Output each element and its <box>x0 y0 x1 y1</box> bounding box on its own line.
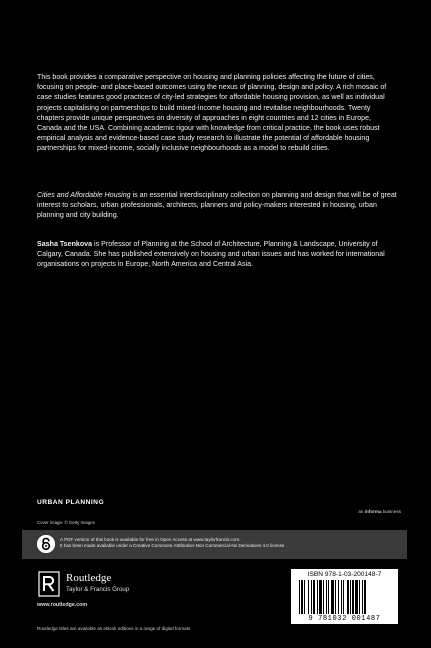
barcode-bar <box>317 580 318 614</box>
open-access-lock-icon <box>37 535 55 553</box>
barcode-bar <box>313 580 315 614</box>
oa-line-2: It has been made available under a Creative Commons Attribution-Non Commercial-No Derivatives 4.0 license <box>60 543 285 549</box>
publisher-name: Routledge <box>66 572 112 584</box>
barcode-bar <box>347 580 349 614</box>
barcode-bar <box>341 580 342 614</box>
barcode-bar <box>323 580 324 614</box>
barcode-bar <box>364 580 366 614</box>
description-text-2: is an essential interdisciplinary collection on planning and design that will be of great interest to scholars, urban professionals, architects, planners and policy-makers interested in housing, urban planning and city building. <box>37 191 397 220</box>
description-paragraph-2 <box>37 190 397 221</box>
barcode-bar <box>362 580 363 614</box>
barcode-bar <box>304 580 305 614</box>
author-bio-text: is Professor of Planning at the School of Architecture, Planning & Landscape, University of Calgary, Canada. She has published extensively on housing and urban issues and has worked for international organisations on projects in Europe, North America and Central Asia. <box>37 240 385 269</box>
barcode-bar <box>299 580 300 614</box>
barcode-bar <box>352 580 354 614</box>
isbn-number: ISBN 978-1-03-200148-7 <box>307 571 382 578</box>
publisher-website[interactable]: www.routledge.com <box>37 602 88 608</box>
isbn-barcode <box>291 569 398 624</box>
informa-suffix: business <box>381 509 401 514</box>
barcode-bar <box>319 580 322 614</box>
informa-business <box>358 509 401 514</box>
oa-line-1: A PDF version of this book is available for free in Open Access at www.taylorfrancis.com. <box>60 537 241 542</box>
subject-category: URBAN PLANNING <box>37 499 105 506</box>
barcode-bar <box>328 580 329 614</box>
description-text: This book provides a comparative perspective on housing and planning policies affecting the future of cities, focusing on people- and place-based outcomes using the nexus of planning, design and policy. A rich mosaic of case studies features good practices of city-led strategies for affordable housing provision, as well as individual projects capitalising on partnerships to build mixed-income housing and revitalise neighbourhoods. Twenty chapters provide unique perspectives on diversity of approaches in eight countries and 12 cities in Europe, Canada and the USA. Combining academic rigour with knowledge from critical practice, the book uses robust empirical analysis and evidence-based case study research to illustrate the potential of affordable housing partnerships for mixed-income, socially inclusive neighbourhoods as a model to rebuild cities. <box>37 73 387 153</box>
barcode-bar <box>311 580 312 614</box>
barcode-bar <box>331 580 334 614</box>
routledge-logo-icon <box>38 571 60 597</box>
barcode-bar <box>350 580 351 614</box>
ebook-footer-note: Routledge titles are available as eBook editions in a range of digital formats <box>37 626 191 631</box>
barcode-bar <box>301 580 303 614</box>
barcode-bar <box>343 580 344 614</box>
barcode-bar <box>338 580 339 614</box>
barcode-bar <box>335 580 336 614</box>
open-access-notice <box>60 537 284 550</box>
cover-credit: Cover image: © Getty Images <box>37 520 95 525</box>
barcode-bars <box>299 580 390 614</box>
informa-brand: informa <box>364 509 382 514</box>
barcode-bar <box>326 580 327 614</box>
barcode-bar <box>308 580 309 614</box>
publisher-group: Taylor & Francis Group <box>66 586 130 593</box>
author-bio <box>37 239 397 270</box>
barcode-digits: 9 781032 001487 <box>308 615 381 623</box>
barcode-bar <box>355 580 358 614</box>
barcode-bar <box>359 580 360 614</box>
book-title-italic: Cities and Affordable Housing <box>37 191 131 199</box>
author-name: Sasha Tsenkova <box>37 240 93 248</box>
informa-prefix: an <box>358 509 365 514</box>
description-paragraph-1 <box>37 72 397 154</box>
